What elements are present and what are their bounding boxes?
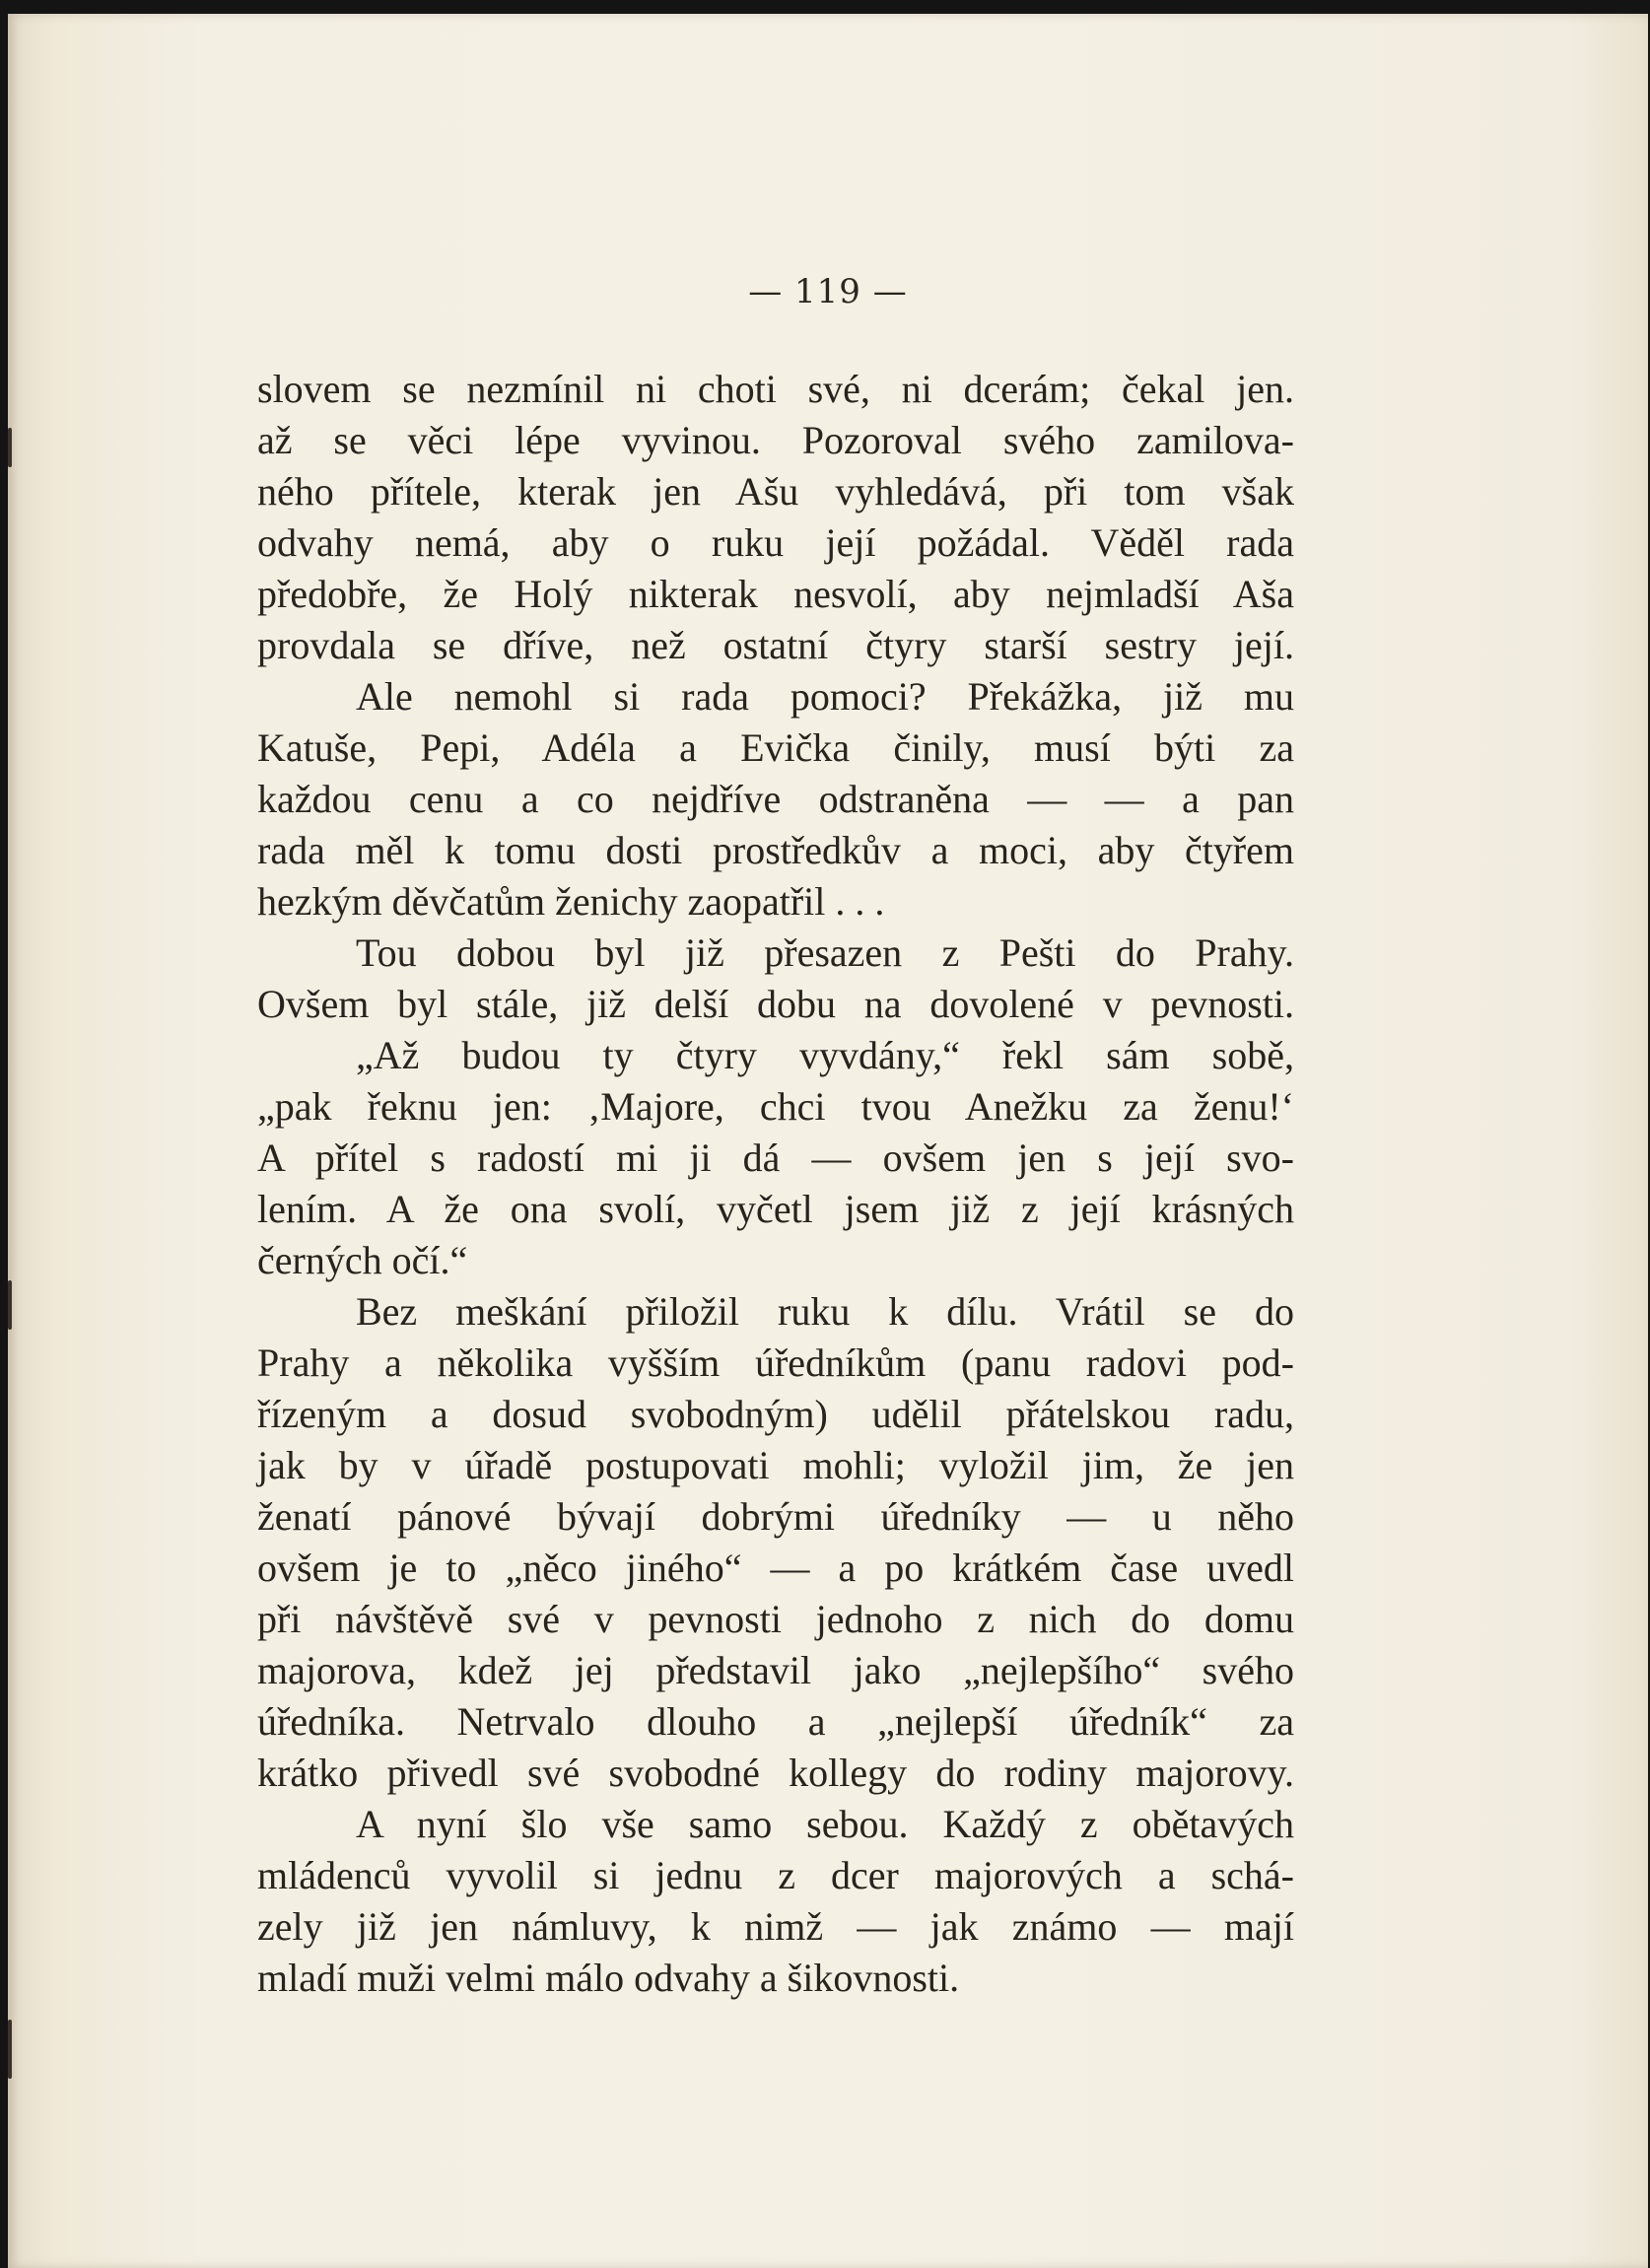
text-line: jak by v úřadě postupovati mohli; vyložil jim, že jen: [257, 1443, 1294, 1487]
text-line: černých očí.“: [257, 1238, 468, 1282]
page-number: — 119 —: [748, 272, 908, 311]
text-line: Ale nemohl si rada pomoci? Překážka, již mu: [356, 674, 1294, 719]
text-line: předobře, že Holý nikterak nesvolí, aby nejmladší Aša: [257, 572, 1294, 616]
text-line: A přítel s radostí mi ji dá — ovšem jen s její svo-: [257, 1135, 1294, 1180]
text-line: ovšem je to „něco jiného“ — a po krátkém čase uvedl: [257, 1546, 1294, 1590]
text-line: „pak řeknu jen: ‚Majore, chci tvou Anežku za ženu!‘: [257, 1084, 1294, 1129]
text-line: odvahy nemá, aby o ruku její požádal. Věděl rada: [257, 520, 1294, 565]
text-line: Tou dobou byl již přesazen z Pešti do Prahy.: [356, 930, 1294, 975]
text-line: „Až budou ty čtyry vyvdány,“ řekl sám sobě,: [356, 1033, 1294, 1077]
binding-mark: [8, 1280, 12, 1330]
text-line: lením. A že ona svolí, vyčetl jsem již z její krásných: [257, 1187, 1294, 1231]
binding-mark: [8, 428, 12, 467]
text-line: mladí muži velmi málo odvahy a šikovnosti.: [257, 1956, 960, 2000]
text-line: ného přítele, kterak jen Ašu vyhledává, při tom však: [257, 469, 1294, 514]
text-line: hezkým děvčatům ženichy zaopatřil . . .: [257, 879, 885, 924]
text-line: slovem se nezmínil ni choti své, ni dcerám; čekal jen.: [257, 367, 1294, 411]
text-line: provdala se dříve, než ostatní čtyry starší sestry její.: [257, 623, 1294, 667]
text-line: zely již jen námluvy, k nimž — jak známo — mají: [257, 1904, 1294, 1949]
binding-mark: [8, 2020, 12, 2079]
text-line: majorova, kdež jej představil jako „nejlepšího“ svého: [257, 1648, 1294, 1692]
text-line: Katuše, Pepi, Adéla a Evička činily, musí býti za: [257, 725, 1294, 770]
text-line: řízeným a dosud svobodným) udělil přátelskou radu,: [257, 1392, 1294, 1436]
text-line: úředníka. Netrvalo dlouho a „nejlepší úředník“ za: [257, 1699, 1294, 1744]
scanned-page: [8, 14, 1648, 2268]
text-line: mládenců vyvolil si jednu z dcer majorových a schá-: [257, 1853, 1294, 1897]
text-line: ženatí pánové bývají dobrými úředníky — u něho: [257, 1494, 1294, 1539]
text-line: Bez meškání přiložil ruku k dílu. Vrátil se do: [356, 1289, 1294, 1334]
text-line: každou cenu a co nejdříve odstraněna — — a pan: [257, 777, 1294, 821]
body-text: [257, 364, 1294, 2004]
text-line: Ovšem byl stále, již delší dobu na dovolené v pevnosti.: [257, 982, 1294, 1026]
text-line: Prahy a několika vyšším úředníkům (panu radovi pod-: [257, 1340, 1294, 1385]
text-line: A nyní šlo vše samo sebou. Každý z obětavých: [356, 1802, 1294, 1846]
text-line: krátko přivedl své svobodné kollegy do rodiny majorovy.: [257, 1751, 1294, 1795]
text-line: při návštěvě své v pevnosti jednoho z nich do domu: [257, 1597, 1294, 1641]
text-line: rada měl k tomu dosti prostředkův a moci, aby čtyřem: [257, 828, 1294, 872]
text-line: až se věci lépe vyvinou. Pozoroval svého zamilova-: [257, 418, 1294, 462]
